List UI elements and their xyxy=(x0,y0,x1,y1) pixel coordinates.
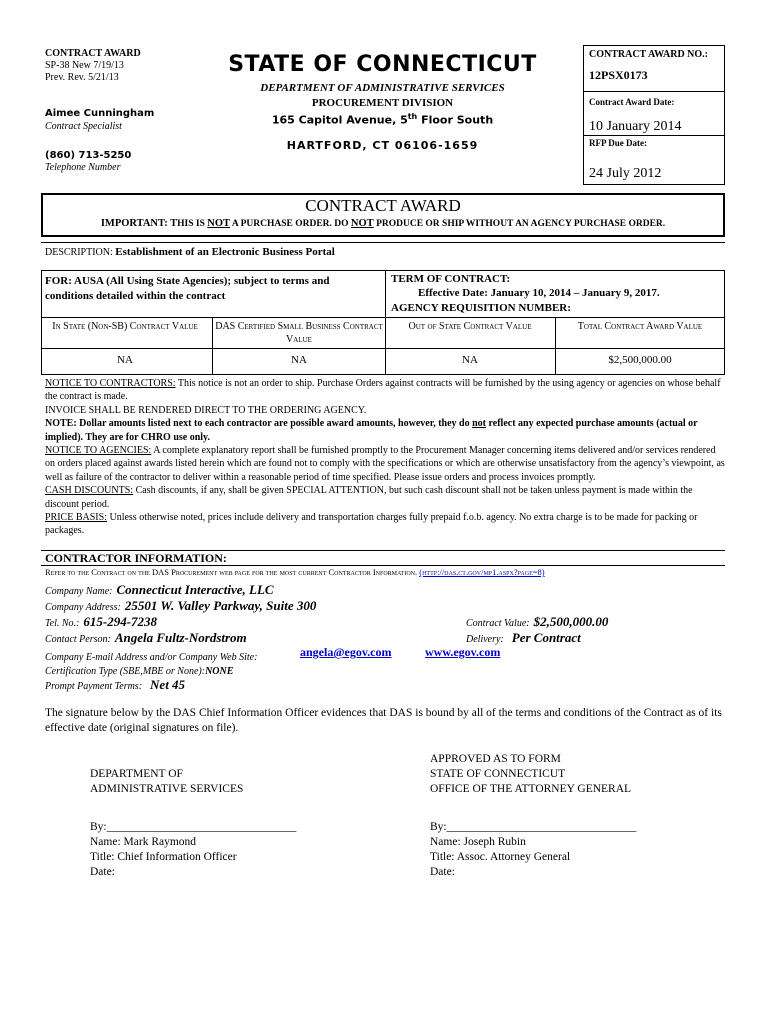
company-name-row: Company Name: Connecticut Interactive, LLC xyxy=(45,582,274,597)
prompt-payment-row: Prompt Payment Terms: Net 45 xyxy=(45,677,186,692)
signature-statement: The signature below by the DAS Chief Information Officer evidences that DAS is bound by all of the terms and conditions of the Contract as of its effective date (original signatures on file). xyxy=(45,707,722,734)
department-name: DEPARTMENT OF ADMINISTRATIVE SERVICES xyxy=(260,82,505,94)
for-text: FOR: AUSA (All Using State Agencies); subject to terms and conditions detailed within the contract xyxy=(45,275,330,302)
das-signature-line: By:_________________________________ xyxy=(90,821,297,833)
contractor-heading: CONTRACTOR INFORMATION: xyxy=(45,551,227,565)
ag-signatory-block: APPROVED AS TO FORM STATE OF CONNECTICUT OFFICE OF THE ATTORNEY GENERAL By:_________________________________ Name: Joseph Rubin Title: Assoc. Attorney General Date: xyxy=(430,753,637,878)
city-line: HARTFORD, CT 06106-1659 xyxy=(286,139,479,152)
award-no: 12PSX0173 xyxy=(589,68,648,82)
notices-block xyxy=(45,377,725,538)
division-name: PROCUREMENT DIVISION xyxy=(311,97,454,109)
ag-signer-date: Date: xyxy=(430,866,455,878)
description-line: DESCRIPTION: Establishment of an Electronic Business Portal xyxy=(45,246,335,258)
specialist-phone: (860) 713-5250 xyxy=(45,150,132,161)
phone-label: Telephone Number xyxy=(45,162,121,173)
ag-signer-name: Name: Joseph Rubin xyxy=(430,836,526,848)
value-das-small-business: NA xyxy=(291,354,307,366)
contract-value-row: Contract Value: $2,500,000.00 xyxy=(466,614,609,629)
rfp-due-label: RFP Due Date: xyxy=(589,138,647,148)
tel-row: Tel. No.: 615-294-7238 xyxy=(45,614,158,629)
das-signer-date: Date: xyxy=(90,866,115,878)
ag-signature-line: By:_________________________________ xyxy=(430,821,637,833)
das-web-link[interactable]: (http://das.ct.gov/mp1.aspx?page=8) xyxy=(419,567,545,577)
banner-title: CONTRACT AWARD xyxy=(305,196,461,215)
chro-note: NOTE: Dollar amounts listed next to each contractor are possible award amounts, however, they do not reflect any expected purchase amounts (actual or implied). They are for CHRO use only. xyxy=(45,418,698,443)
value-out-of-state: NA xyxy=(462,354,478,366)
address-line: 165 Capitol Avenue, 5th Floor South xyxy=(271,112,494,127)
notice-to-contractors: NOTICE TO CONTRACTORS: This notice is not an order to ship. Purchase Orders against contracts will be furnished by the using agency or agencies on whose behalf the contract is made. xyxy=(45,378,721,403)
company-website-link[interactable]: www.egov.com xyxy=(425,645,501,659)
contact-row: Contact Person: Angela Fultz-Nordstrom xyxy=(45,630,247,645)
notice-to-agencies: NOTICE TO AGENCIES: A complete explanatory report shall be furnished promptly to the Procurement Manager concerning items delivered and/or services rendered on orders placed against awards listed herein which are found not to comply with the specifications or which are otherwise unsatisfactory from the agency’s viewpoint, as well as failure of the contractor to deliver within a reasonable period of time specified. Please issue orders and process invoices promptly. xyxy=(45,445,725,483)
cash-discounts: CASH DISCOUNTS: Cash discounts, if any, shall be given SPECIAL ATTENTION, but such cash discount shall not be taken unless payment is made within the discount period. xyxy=(45,485,693,510)
award-date-label: Contract Award Date: xyxy=(589,97,675,107)
header-das-small-business: DAS Certified Small Business Contract Value xyxy=(215,321,383,345)
das-signer-name: Name: Mark Raymond xyxy=(90,836,197,848)
state-title: STATE OF CONNECTICUT xyxy=(228,52,537,77)
price-basis: PRICE BASIS: Unless otherwise noted, prices include delivery and transportation charges fully prepaid f.o.b. agency. No extra charge is to be made for packing or packages. xyxy=(45,512,698,537)
specialist-title: Contract Specialist xyxy=(45,121,122,132)
das-signer-title: Title: Chief Information Officer xyxy=(90,851,237,863)
email-row: Company E-mail Address and/or Company Web Site: xyxy=(45,652,258,663)
important-notice: IMPORTANT: THIS IS NOT A PURCHASE ORDER. DO NOT PRODUCE OR SHIP WITHOUT AN AGENCY PURCHASE ORDER. xyxy=(100,218,666,229)
award-no-label: CONTRACT AWARD NO.: xyxy=(589,49,708,60)
term-label: TERM OF CONTRACT: xyxy=(391,273,511,285)
value-total: $2,500,000.00 xyxy=(608,354,672,366)
company-address-row: Company Address: 25501 W. Valley Parkway, Suite 300 xyxy=(45,598,317,613)
requisition-label: AGENCY REQUISITION NUMBER: xyxy=(391,302,571,314)
award-info-box xyxy=(583,45,725,185)
form-code: SP-38 New 7/19/13 xyxy=(45,60,124,71)
refer-line: Refer to the Contract on the DAS Procurement web page for the most current Contractor Information. (http://das.ct.gov/mp1.aspx?page=8) xyxy=(45,567,545,577)
ag-signer-title: Title: Assoc. Attorney General xyxy=(430,851,571,863)
certification-row: Certification Type (SBE,MBE or None):NONE xyxy=(45,666,234,677)
delivery-row: Delivery: Per Contract xyxy=(466,630,581,645)
header-out-of-state: Out of State Contract Value xyxy=(408,321,532,332)
prev-revision: Prev. Rev. 5/21/13 xyxy=(45,72,119,83)
award-date: 10 January 2014 xyxy=(589,119,682,134)
specialist-name: Aimee Cunningham xyxy=(45,108,155,119)
das-signatory-block: DEPARTMENT OF ADMINISTRATIVE SERVICES By:_________________________________ Name: Mark Raymond Title: Chief Information Officer Date: xyxy=(90,768,297,878)
rfp-due-date: 24 July 2012 xyxy=(589,166,662,181)
company-email-link[interactable]: angela@egov.com xyxy=(300,645,392,659)
form-title: CONTRACT AWARD xyxy=(45,48,141,59)
value-in-state: NA xyxy=(117,354,133,366)
invoice-notice: INVOICE SHALL BE RENDERED DIRECT TO THE ORDERING AGENCY. xyxy=(45,404,367,416)
header-in-state: In State (Non-SB) Contract Value xyxy=(52,321,198,332)
header-total-value: Total Contract Award Value xyxy=(577,321,703,332)
term-dates: Effective Date: January 10, 2014 – January 9, 2017. xyxy=(418,287,660,299)
